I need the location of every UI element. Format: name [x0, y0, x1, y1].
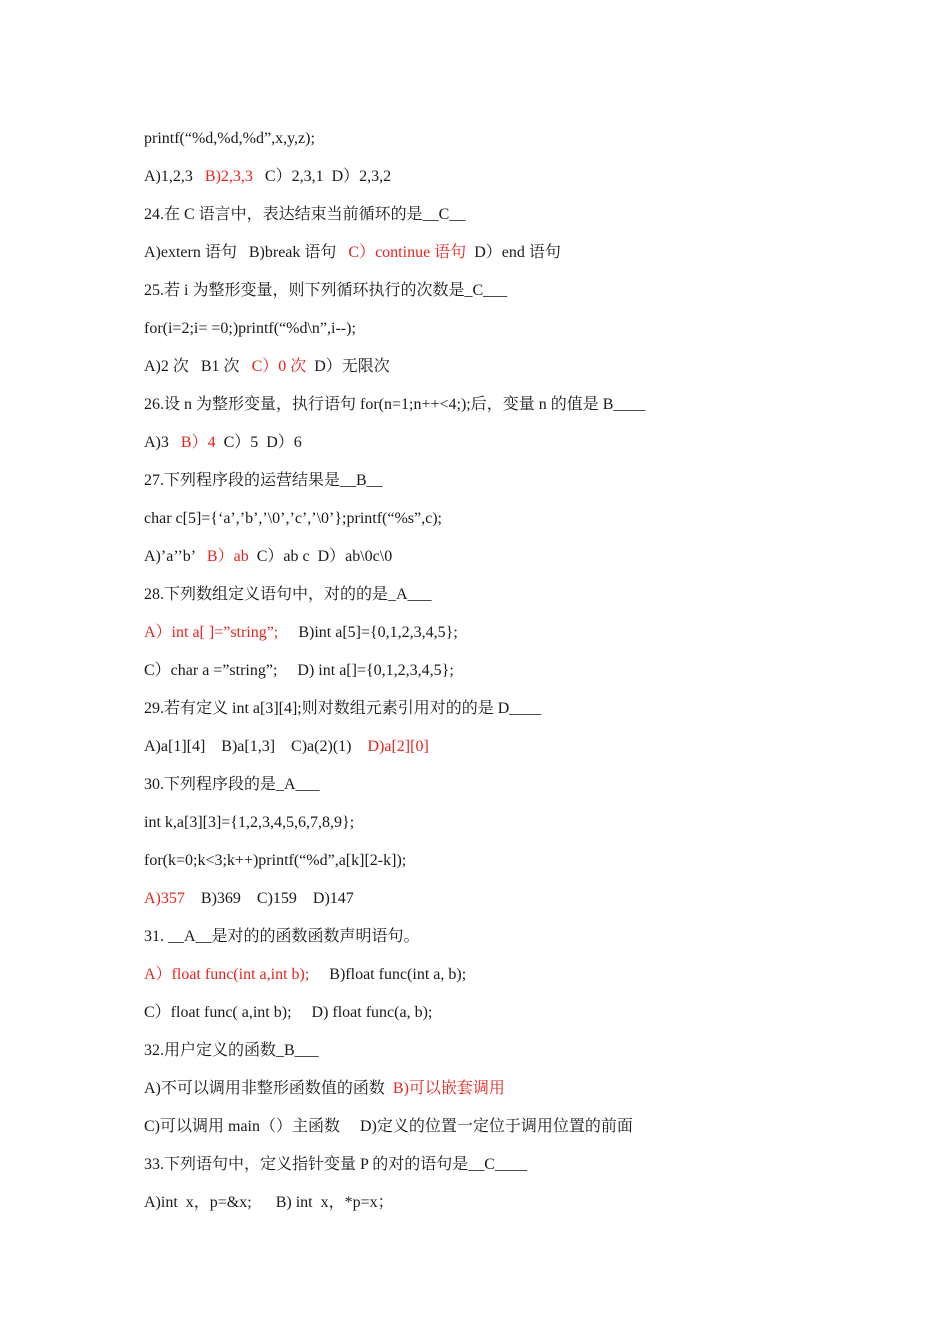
- text-line: [144, 880, 864, 918]
- text-line: [144, 1184, 864, 1222]
- body-text: B)int a[5]={0,1,2,3,4,5};: [278, 624, 458, 641]
- body-text: 28.下列数组定义语句中，对的的是_A___: [144, 586, 432, 603]
- text-line: [144, 1032, 864, 1070]
- body-text: C）char a =”string”; D) int a[]={0,1,2,3,4,5};: [144, 662, 454, 679]
- text-line: [144, 234, 864, 272]
- body-text: C）2,3,1 D）2,3,2: [252, 168, 392, 185]
- body-text: A)’a’’b’: [144, 548, 207, 565]
- body-text: C）float func( a,int b); D) float func(a, b);: [144, 1004, 433, 1021]
- document-page: [144, 120, 864, 1222]
- text-line: [144, 1146, 864, 1184]
- text-line: [144, 310, 864, 348]
- text-line: [144, 196, 864, 234]
- body-text: 33.下列语句中，定义指针变量 P 的对的语句是__C____: [144, 1156, 527, 1173]
- body-text: B)float func(int a, b);: [309, 966, 467, 983]
- text-line: [144, 120, 864, 158]
- answer-text: B）ab: [206, 548, 249, 565]
- body-text: 24.在 C 语言中，表达结束当前循环的是__C__: [144, 206, 466, 223]
- answer-text: C）0 次: [251, 358, 307, 375]
- body-text: D）无限次: [306, 358, 390, 375]
- body-text: C)可以调用 main（）主函数 D)定义的位置一定位于调用位置的前面: [144, 1118, 633, 1135]
- text-line: [144, 1070, 864, 1108]
- text-line: [144, 538, 864, 576]
- body-text: A)2 次 B1 次: [144, 358, 252, 375]
- text-line: [144, 918, 864, 956]
- text-line: [144, 804, 864, 842]
- body-text: int k,a[3][3]={1,2,3,4,5,6,7,8,9};: [144, 814, 355, 831]
- answer-text: B)可以嵌套调用: [392, 1080, 505, 1097]
- body-text: A)1,2,3: [144, 168, 205, 185]
- body-text: A)3: [144, 434, 181, 451]
- text-line: [144, 348, 864, 386]
- body-text: B)369 C)159 D)147: [184, 890, 354, 907]
- body-text: A)a[1][4] B)a[1,3] C)a(2)(1): [144, 738, 368, 755]
- body-text: 29.若有定义 int a[3][4];则对数组元素引用对的的是 D____: [144, 700, 542, 717]
- answer-text: A)357: [144, 890, 185, 907]
- body-text: D）end 语句: [466, 244, 561, 261]
- body-text: for(i=2;i= =0;)printf(“%d\n”,i--);: [144, 320, 356, 337]
- body-text: 26.设 n 为整形变量，执行语句 for(n=1;n++<4;);后，变量 n 的值是 B____: [144, 396, 646, 413]
- text-line: [144, 994, 864, 1032]
- body-text: printf(“%d,%d,%d”,x,y,z);: [144, 130, 315, 147]
- body-text: A)extern 语句 B)break 语句: [144, 244, 349, 261]
- body-text: A)不可以调用非整形函数值的函数: [144, 1080, 393, 1097]
- answer-text: B）4: [180, 434, 216, 451]
- text-line: [144, 462, 864, 500]
- text-line: [144, 842, 864, 880]
- body-text: for(k=0;k<3;k++)printf(“%d”,a[k][2-k]);: [144, 852, 407, 869]
- body-text: A)int x，p=&x; B) int x，*p=x；: [144, 1194, 394, 1211]
- text-line: [144, 500, 864, 538]
- body-text: 27.下列程序段的运营结果是__B__: [144, 472, 383, 489]
- text-line: [144, 614, 864, 652]
- answer-text: A）int a[ ]=”string”;: [144, 624, 279, 641]
- text-line: [144, 386, 864, 424]
- text-line: [144, 956, 864, 994]
- text-line: [144, 576, 864, 614]
- text-line: [144, 272, 864, 310]
- body-text: 25.若 i 为整形变量，则下列循环执行的次数是_C___: [144, 282, 508, 299]
- body-text: C）5 D）6: [215, 434, 302, 451]
- text-line: [144, 652, 864, 690]
- answer-text: C）continue 语句: [348, 244, 467, 261]
- answer-text: A）float func(int a,int b);: [144, 966, 310, 983]
- body-text: C）ab c D）ab\0c\0: [248, 548, 393, 565]
- text-line: [144, 728, 864, 766]
- answer-text: D)a[2][0]: [367, 738, 429, 755]
- text-line: [144, 766, 864, 804]
- text-line: [144, 1108, 864, 1146]
- body-text: 31. __A__是对的的函数函数声明语句。: [144, 928, 420, 945]
- body-text: 30.下列程序段的是_A___: [144, 776, 320, 793]
- text-line: [144, 424, 864, 462]
- answer-text: B)2,3,3: [204, 168, 253, 185]
- body-text: char c[5]={‘a’,’b’,’\0’,’c’,’\0’};printf(“%s”,c);: [144, 510, 442, 527]
- text-line: [144, 158, 864, 196]
- text-line: [144, 690, 864, 728]
- body-text: 32.用户定义的函数_B___: [144, 1042, 319, 1059]
